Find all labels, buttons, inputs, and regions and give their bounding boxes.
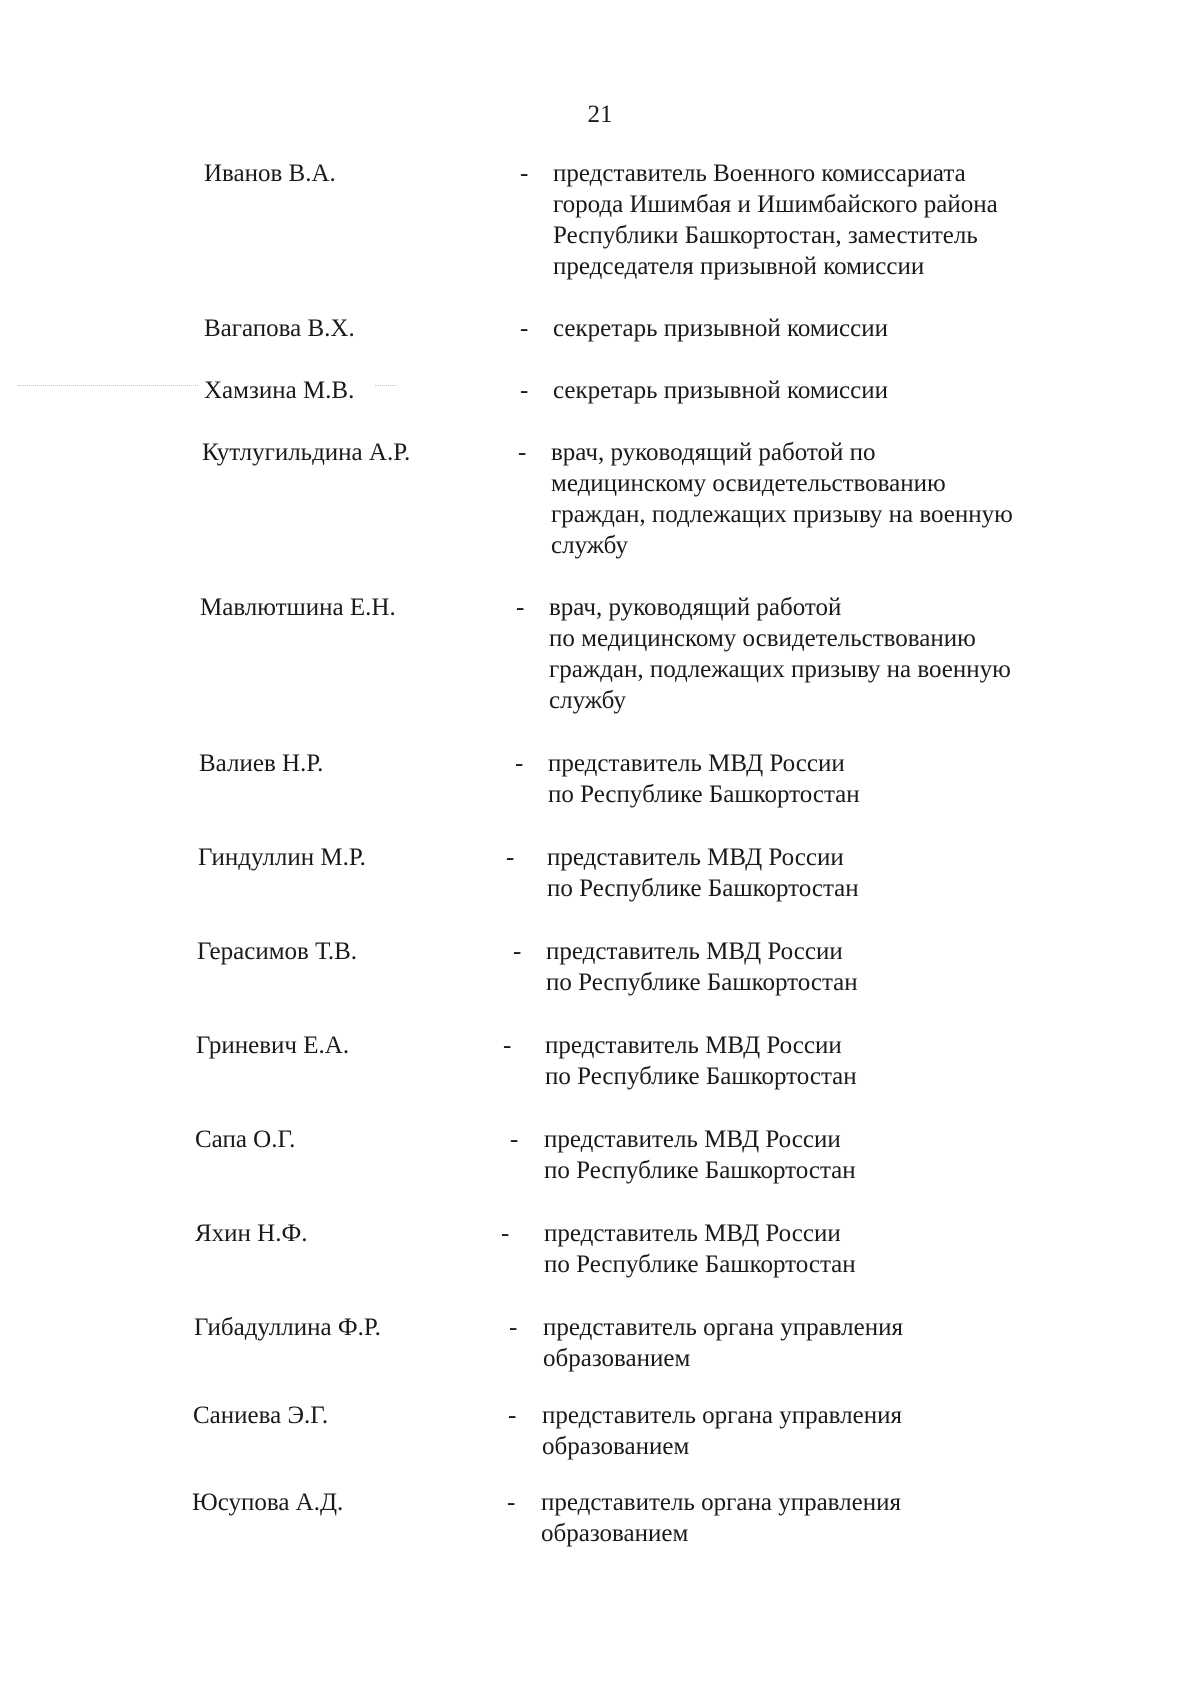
dash-separator: - (520, 315, 529, 342)
role-line: врач, руководящий работой по (551, 439, 876, 466)
role-line: секретарь призывной комиссии (553, 377, 889, 404)
member-name: Гиндуллин М.Р. (198, 844, 366, 871)
role-line: представитель МВД России (548, 750, 845, 777)
role-line: по Республике Башкортостан (544, 1251, 856, 1278)
dash-separator: - (513, 938, 522, 965)
member-name: Хамзина М.В. (204, 377, 355, 404)
role-line: медицинскому освидетельствованию (551, 470, 946, 497)
role-line: представитель органа управления (543, 1314, 903, 1341)
member-name: Яхин Н.Ф. (195, 1220, 308, 1247)
member-name: Кутлугильдина А.Р. (202, 439, 411, 466)
member-name: Гриневич Е.А. (196, 1032, 350, 1059)
dash-separator: - (507, 1489, 516, 1516)
role-line: по Республике Башкортостан (546, 969, 858, 996)
role-line: граждан, подлежащих призыву на военную (551, 501, 1013, 528)
member-role (553, 158, 1073, 282)
role-line: председателя призывной комиссии (553, 253, 925, 280)
member-role (553, 375, 1073, 406)
role-line: по Республике Башкортостан (548, 781, 860, 808)
member-name: Валиев Н.Р. (199, 750, 324, 777)
dash-separator: - (510, 1126, 519, 1153)
dash-separator: - (509, 1314, 518, 1341)
member-role (547, 842, 1067, 904)
member-role (544, 1124, 1064, 1186)
role-line: представитель МВД России (547, 844, 844, 871)
dash-separator: - (520, 160, 529, 187)
role-line: Республики Башкортостан, заместитель (553, 222, 978, 249)
member-role (548, 748, 1068, 810)
role-line: представитель органа управления (542, 1402, 902, 1429)
page-number: 21 (587, 101, 613, 128)
role-line: по медицинскому освидетельствованию (549, 625, 976, 652)
member-name: Сапа О.Г. (195, 1126, 296, 1153)
dash-separator: - (508, 1402, 517, 1429)
member-name: Гибадуллина Ф.Р. (194, 1314, 381, 1341)
member-name: Иванов В.А. (204, 160, 336, 187)
role-line: представитель органа управления (541, 1489, 901, 1516)
role-line: представитель МВД России (544, 1126, 841, 1153)
member-role (546, 936, 1066, 998)
role-line: службу (551, 532, 628, 559)
dash-separator: - (506, 844, 515, 871)
scan-artifact (18, 385, 198, 386)
member-role (544, 1218, 1064, 1280)
role-line: города Ишимбая и Ишимбайского района (553, 191, 998, 218)
member-name: Мавлютшина Е.Н. (200, 594, 396, 621)
dash-separator: - (516, 594, 525, 621)
member-role (543, 1312, 1063, 1374)
role-line: представитель МВД России (546, 938, 843, 965)
role-line: по Республике Башкортостан (547, 875, 859, 902)
dash-separator: - (515, 750, 524, 777)
role-line: образованием (543, 1345, 691, 1372)
member-name: Герасимов Т.В. (197, 938, 358, 965)
member-role (545, 1030, 1065, 1092)
member-role (542, 1400, 1062, 1462)
dash-separator: - (501, 1220, 510, 1247)
member-role (541, 1487, 1061, 1549)
scan-artifact (375, 385, 397, 386)
role-line: образованием (541, 1520, 689, 1547)
member-role (551, 437, 1071, 561)
role-line: граждан, подлежащих призыву на военную (549, 656, 1011, 683)
dash-separator: - (520, 377, 529, 404)
member-name: Саниева Э.Г. (193, 1402, 329, 1429)
role-line: врач, руководящий работой (549, 594, 842, 621)
role-line: представитель Военного комиссариата (553, 160, 966, 187)
role-line: по Республике Башкортостан (545, 1063, 857, 1090)
dash-separator: - (503, 1032, 512, 1059)
role-line: образованием (542, 1433, 690, 1460)
role-line: по Республике Башкортостан (544, 1157, 856, 1184)
role-line: представитель МВД России (545, 1032, 842, 1059)
dash-separator: - (518, 439, 527, 466)
role-line: представитель МВД России (544, 1220, 841, 1247)
member-role (549, 592, 1069, 716)
role-line: службу (549, 687, 626, 714)
member-role (553, 313, 1073, 344)
member-name: Вагапова В.Х. (204, 315, 355, 342)
member-name: Юсупова А.Д. (192, 1489, 344, 1516)
role-line: секретарь призывной комиссии (553, 315, 889, 342)
